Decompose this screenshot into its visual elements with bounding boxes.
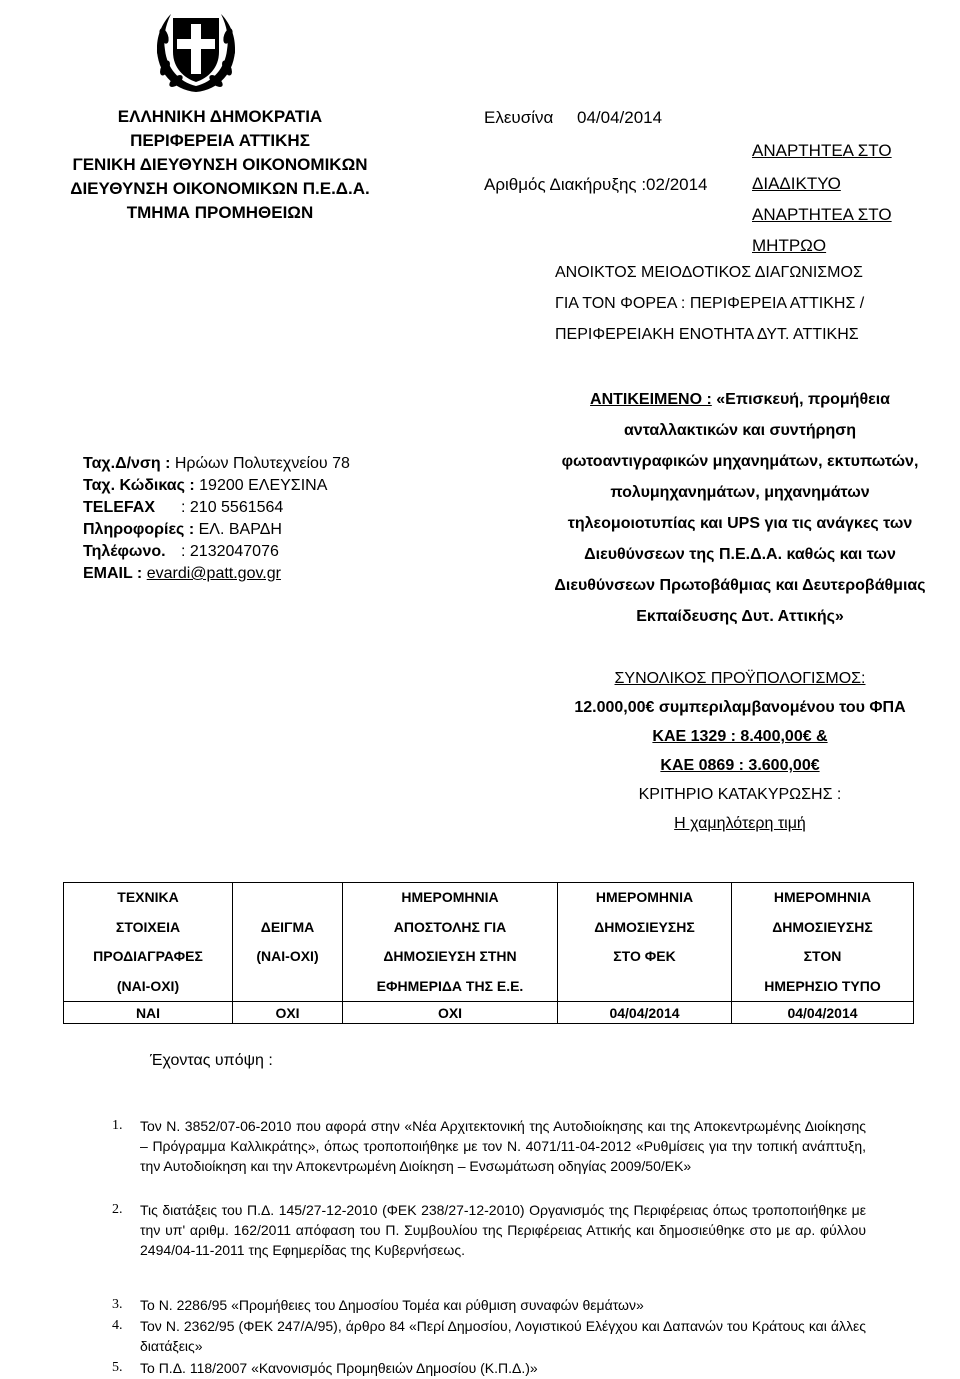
posting-note-3: ΑΝΑΡΤΗΤΕΑ ΣΤΟ bbox=[752, 205, 892, 224]
email-link[interactable]: evardi@patt.gov.gr bbox=[146, 565, 281, 582]
contact-email: EMAIL : evardi@patt.gov.gr bbox=[83, 565, 281, 582]
subject-line-2: ανταλλακτικών και συντήρηση bbox=[623, 422, 857, 439]
header-sample: ΔΕΙΓΜΑ (ΝΑΙ-ΟΧΙ) bbox=[233, 883, 343, 1002]
value-sample: ΟΧΙ bbox=[233, 1002, 343, 1024]
coat-of-arms-icon bbox=[151, 6, 241, 96]
subject-line-6: Διευθύνσεων της Π.Ε.Δ.Α. καθώς και των bbox=[584, 546, 896, 563]
value-tech-specs: ΝΑΙ bbox=[64, 1002, 233, 1024]
tender-body-1: ΓΙΑ ΤΟΝ ΦΟΡΕΑ : ΠΕΡΙΦΕΡΕΙΑ ΑΤΤΙΚΗΣ / bbox=[555, 295, 865, 312]
list-item-text: Το Π.Δ. 118/2007 «Κανονισμός Προμηθειών Δημοσίου (Κ.Π.Δ.)» bbox=[140, 1360, 538, 1376]
list-item-text: Τις διατάξεις του Π.Δ. 145/27-12-2010 (ΦΕΚ 238/27-12-2010) Οργανισμός της Περιφέρειας όπως τροποποιήθηκε με την υπ' αριθμ. 162/2011 απόφαση του Π. Συμβουλίου της Περιφέρειας Αττικής και δημοσιεύθηκε στο με αρ. φύλλου 2494/04-11-2011 της Εφημερίδας της Κυβερνήσεως. bbox=[140, 1202, 866, 1258]
header-press-date: ΗΜΕΡΟΜΗΝΙΑ ΔΗΜΟΣΙΕΥΣΗΣ ΣΤΟΝ ΗΜΕΡΗΣΙΟ ΤΥΠΟ bbox=[732, 883, 914, 1002]
subject-line-8: Εκπαίδευσης Δυτ. Αττικής» bbox=[636, 608, 844, 625]
posting-note-4: ΜΗΤΡΩΟ bbox=[752, 236, 827, 255]
tender-body-2: ΠΕΡΙΦΕΡΕΙΑΚΗ ΕΝΟΤΗΤΑ ΔΥΤ. ΑΤΤΙΚΗΣ bbox=[555, 326, 859, 343]
value-eu-journal-date: ΟΧΙ bbox=[343, 1002, 558, 1024]
list-item bbox=[112, 1295, 866, 1315]
list-item-number: 5. bbox=[112, 1360, 123, 1375]
org-line-5: ΤΜΗΜΑ ΠΡΟΜΗΘΕΙΩΝ bbox=[126, 203, 314, 222]
posting-note-2: ΔΙΑΔΙΚΤΥΟ bbox=[752, 174, 841, 193]
list-item-text: Τον Ν. 3852/07-06-2010 που αφορά στην «Νέα Αρχιτεκτονική της Αυτοδιοίκησης και της Αποκεντρωμένης Διοίκησης – Πρόγραμμα Καλλικράτης», όπως τροποποιήθηκε με τον Ν. 4071/11-04-2012 «Ρυθμίσεις για την τοπική ανάπτυξη, την Αυτοδιοίκηση και την Αποκεντρωμένη Διοίκηση – Ενσωμάτωση οδηγίας 2009/50/ΕΚ» bbox=[140, 1118, 866, 1174]
subject-line-3: φωτοαντιγραφικών μηχανημάτων, εκτυπωτών, bbox=[561, 453, 919, 470]
header-eu-journal-date: ΗΜΕΡΟΜΗΝΙΑ ΑΠΟΣΤΟΛΗΣ ΓΙΑ ΔΗΜΟΣΙΕΥΣΗ ΣΤΗΝ ΕΦΗΜΕΡΙΔΑ ΤΗΣ Ε.Ε. bbox=[343, 883, 558, 1002]
list-item-text: Το Ν. 2286/95 «Προμήθειες του Δημοσίου Τομέα και ρύθμιση συναφών θεμάτων» bbox=[140, 1297, 644, 1313]
list-item-number: 2. bbox=[112, 1202, 123, 1217]
budget-title: ΣΥΝΟΛΙΚΟΣ ΠΡΟΫΠΟΛΟΓΙΣΜΟΣ: bbox=[614, 670, 866, 687]
posting-note-1: ΑΝΑΡΤΗΤΕΑ ΣΤΟ bbox=[752, 141, 892, 160]
org-line-1: ΕΛΛΗΝΙΚΗ ΔΗΜΟΚΡΑΤΙΑ bbox=[117, 107, 323, 126]
contact-telefax: TELEFAX : 210 5561564 bbox=[83, 499, 284, 516]
header-tech-specs: ΤΕΧΝΙΚΑ ΣΤΟΙΧΕΙΑ ΠΡΟΔΙΑΓΡΑΦΕΣ (ΝΑΙ-ΟΧΙ) bbox=[64, 883, 233, 1002]
subject-line-7: Διευθύνσεων Πρωτοβάθμιας και Δευτεροβάθμιας bbox=[554, 577, 926, 594]
subject-label: ΑΝΤΙΚΕΙΜΕΝΟ : bbox=[590, 391, 712, 408]
org-line-4: ΔΙΕΥΘΥΝΣΗ ΟΙΚΟΝΟΜΙΚΩΝ Π.Ε.Δ.Α. bbox=[70, 179, 370, 198]
budget-kae-2: ΚΑΕ 0869 : 3.600,00€ bbox=[660, 757, 820, 774]
contact-address: Ταχ.Δ/νση : Ηρώων Πολυτεχνείου 78 bbox=[83, 455, 350, 472]
budget-block bbox=[520, 664, 960, 838]
table-header-row bbox=[64, 883, 914, 1002]
date: 04/04/2014 bbox=[577, 108, 663, 127]
budget-total: 12.000,00€ συμπεριλαμβανομένου του ΦΠΑ bbox=[574, 699, 906, 716]
list-item bbox=[112, 1316, 866, 1356]
table-row bbox=[64, 1002, 914, 1024]
tender-title: ΑΝΟΙΚΤΟΣ ΜΕΙΟΔΟΤΙΚΟΣ ΔΙΑΓΩΝΙΣΜΟΣ bbox=[555, 264, 863, 281]
notice-number: Αριθμός Διακήρυξης :02/2014 bbox=[484, 175, 708, 194]
subject-line-5: τηλεομοιοτυπίας και UPS για τις ανάγκες των bbox=[567, 515, 913, 532]
list-item-number: 3. bbox=[112, 1297, 123, 1312]
list-item bbox=[112, 1200, 866, 1260]
org-line-2: ΠΕΡΙΦΕΡΕΙΑ ΑΤΤΙΚΗΣ bbox=[130, 131, 310, 150]
contact-block bbox=[83, 453, 350, 585]
list-item-text: Τον Ν. 2362/95 (ΦΕΚ 247/Α/95), άρθρο 84 «Περί Δημοσίου, Λογιστικού Ελέγχου και Δαπανών του Κράτους και άλλες διατάξεις» bbox=[140, 1318, 866, 1354]
list-item-number: 1. bbox=[112, 1118, 123, 1133]
list-item bbox=[112, 1358, 866, 1378]
list-item-number: 4. bbox=[112, 1318, 123, 1333]
publication-table bbox=[63, 882, 914, 1024]
header-fek-date: ΗΜΕΡΟΜΗΝΙΑ ΔΗΜΟΣΙΕΥΣΗΣ ΣΤΟ ΦΕΚ bbox=[558, 883, 732, 1002]
contact-info: Πληροφορίες : ΕΛ. ΒΑΡΔΗ bbox=[83, 521, 282, 538]
subject-line-1: ΑΝΤΙΚΕΙΜΕΝΟ : «Επισκευή, προμήθεια bbox=[590, 391, 890, 408]
subject-block bbox=[520, 384, 960, 632]
value-fek-date: 04/04/2014 bbox=[558, 1002, 732, 1024]
criterion-value: Η χαμηλότερη τιμή bbox=[674, 815, 806, 832]
org-line-3: ΓΕΝΙΚΗ ΔΙΕΥΘΥΝΣΗ ΟΙΚΟΝΟΜΙΚΩΝ bbox=[72, 155, 368, 174]
considering-heading: Έχοντας υπόψη : bbox=[150, 1052, 273, 1069]
criterion-title: ΚΡΙΤΗΡΙΟ ΚΑΤΑΚΥΡΩΣΗΣ : bbox=[638, 786, 842, 803]
subject-line-4: πολυμηχανημάτων, μηχανημάτων bbox=[610, 484, 870, 501]
place: Ελευσίνα bbox=[484, 108, 554, 127]
contact-postcode: Ταχ. Κώδικας : 19200 ΕΛΕΥΣΙΝΑ bbox=[83, 477, 328, 494]
budget-kae-1: ΚΑΕ 1329 : 8.400,00€ & bbox=[652, 728, 828, 745]
value-press-date: 04/04/2014 bbox=[732, 1002, 914, 1024]
list-item bbox=[112, 1116, 866, 1176]
contact-phone: Τηλέφωνο. : 2132047076 bbox=[83, 543, 279, 560]
